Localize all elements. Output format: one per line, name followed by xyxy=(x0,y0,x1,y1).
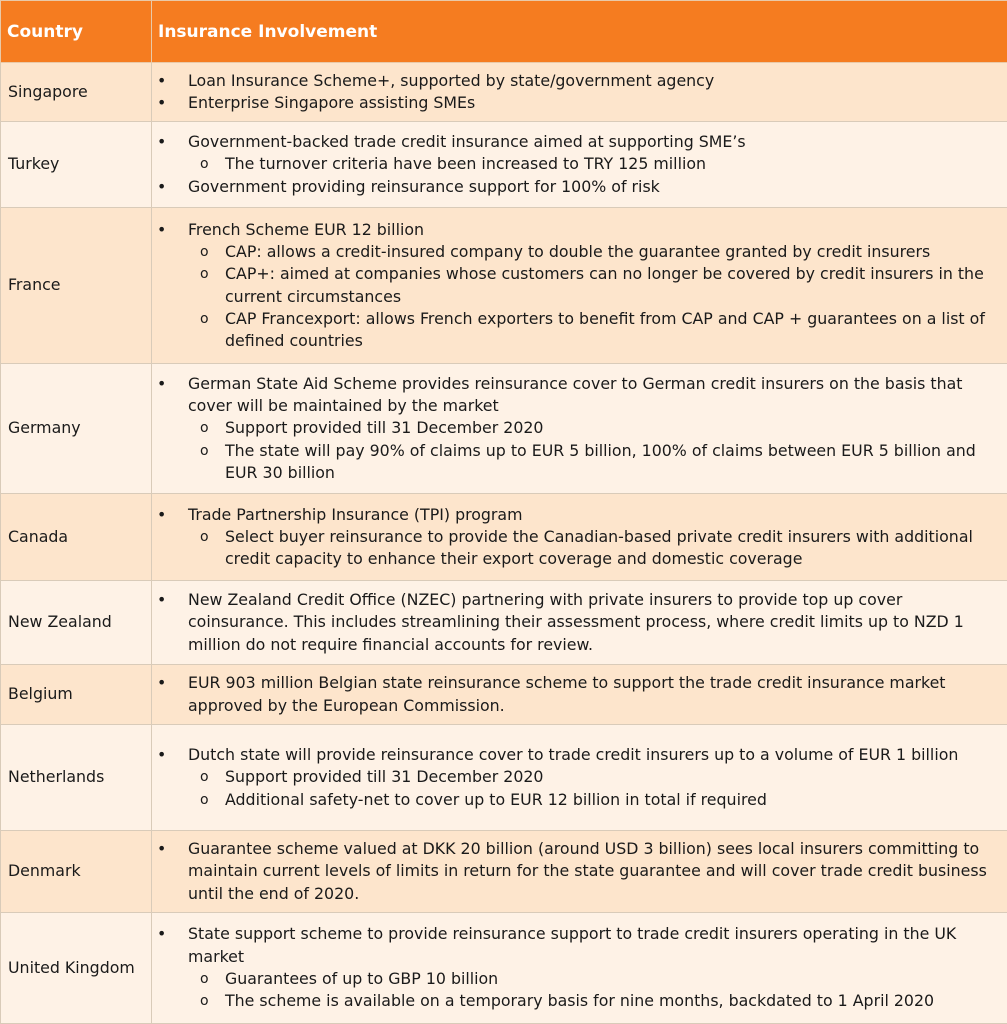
bullet-list xyxy=(152,589,1003,656)
sub-bullet-item: o CAP: allows a credit-insured company to double the guarantee granted by credit insurers xyxy=(225,241,1003,263)
country-cell: United Kingdom xyxy=(1,913,152,1024)
involvement-cell xyxy=(152,725,1007,831)
bullet-text: German State Aid Scheme provides reinsurance cover to German credit insurers on the basis that cover will be maintained by the market xyxy=(188,373,963,416)
country-cell: Denmark xyxy=(1,831,152,913)
bullet-text: EUR 903 million Belgian state reinsurance scheme to support the trade credit insurance market approved by the European Commission. xyxy=(188,673,946,715)
header-country: Country xyxy=(1,1,152,63)
bullet-item xyxy=(188,131,1003,176)
bullet-item xyxy=(188,219,1003,353)
sub-bullet-item: o The scheme is available on a temporary basis for nine months, backdated to 1 April 2020 xyxy=(225,990,1003,1012)
bullet-list xyxy=(152,131,1003,198)
bullet-item xyxy=(188,373,1003,484)
involvement-cell xyxy=(152,122,1007,208)
country-cell: Belgium xyxy=(1,665,152,725)
country-cell: Singapore xyxy=(1,63,152,122)
bullet-text: Government-backed trade credit insurance aimed at supporting SME’s xyxy=(188,132,746,152)
header-involvement: Insurance Involvement xyxy=(152,1,1007,63)
bullet-text: Loan Insurance Scheme+, supported by state/government agency xyxy=(188,70,715,90)
table-body xyxy=(1,63,1007,1024)
involvement-cell xyxy=(152,494,1007,581)
involvement-cell xyxy=(152,208,1007,364)
involvement-cell xyxy=(152,831,1007,913)
sub-bullet-item: o CAP+: aimed at companies whose customers can no longer be covered by credit insurers in the current circumstances xyxy=(225,263,1003,308)
country-cell: Turkey xyxy=(1,122,152,208)
sub-bullet-item: o Additional safety-net to cover up to EUR 12 billion in total if required xyxy=(225,789,1003,811)
sub-bullet-item: o Support provided till 31 December 2020 xyxy=(225,766,1003,788)
bullet-text: Guarantee scheme valued at DKK 20 billion (around USD 3 billion) sees local insurers committing to maintain current levels of limits in return for the state guarantee and will cover trade credit business until the end of 2020. xyxy=(188,839,987,903)
bullet-list xyxy=(152,219,1003,353)
sub-bullet-item: o The turnover criteria have been increased to TRY 125 million xyxy=(225,153,1003,175)
sub-bullet-list xyxy=(188,766,1003,811)
involvement-cell xyxy=(152,581,1007,665)
bullet-item xyxy=(188,923,1003,1012)
bullet-text: Dutch state will provide reinsurance cover to trade credit insurers up to a volume of EUR 1 billion xyxy=(188,745,959,765)
sub-bullet-item: o The state will pay 90% of claims up to EUR 5 billion, 100% of claims between EUR 5 billion and EUR 30 billion xyxy=(225,440,1003,485)
country-cell: New Zealand xyxy=(1,581,152,665)
bullet-list xyxy=(152,504,1003,571)
sub-bullet-item: o Support provided till 31 December 2020 xyxy=(225,417,1003,439)
table-row xyxy=(1,665,1007,725)
table-row xyxy=(1,725,1007,831)
bullet-list xyxy=(152,70,1003,115)
table-row xyxy=(1,364,1007,494)
country-cell: Netherlands xyxy=(1,725,152,831)
bullet-text: Trade Partnership Insurance (TPI) program xyxy=(188,504,523,524)
bullet-list xyxy=(152,373,1003,484)
sub-bullet-list xyxy=(188,417,1003,484)
sub-bullet-item: o Guarantees of up to GBP 10 billion xyxy=(225,968,1003,990)
country-cell: Germany xyxy=(1,364,152,494)
country-cell: Canada xyxy=(1,494,152,581)
header-row xyxy=(1,1,1007,63)
involvement-cell xyxy=(152,364,1007,494)
bullet-item xyxy=(188,589,1003,656)
table-row xyxy=(1,494,1007,581)
bullet-text: French Scheme EUR 12 billion xyxy=(188,219,425,239)
table-row xyxy=(1,581,1007,665)
country-cell: France xyxy=(1,208,152,364)
table-row xyxy=(1,831,1007,913)
bullet-list xyxy=(152,744,1003,811)
sub-bullet-list xyxy=(188,241,1003,352)
bullet-item xyxy=(188,838,1003,905)
bullet-item xyxy=(188,92,1003,114)
sub-bullet-item: o CAP Francexport: allows French exporters to benefit from CAP and CAP + guarantees on a list of defined countries xyxy=(225,308,1003,353)
involvement-cell xyxy=(152,913,1007,1024)
bullet-text: Government providing reinsurance support for 100% of risk xyxy=(188,176,660,196)
sub-bullet-list xyxy=(188,968,1003,1013)
table-row xyxy=(1,122,1007,208)
involvement-cell xyxy=(152,63,1007,122)
bullet-text: Enterprise Singapore assisting SMEs xyxy=(188,93,476,112)
sub-bullet-item: o Select buyer reinsurance to provide the Canadian-based private credit insurers with additional credit capacity to enhance their export coverage and domestic coverage xyxy=(225,526,1003,571)
table-row xyxy=(1,63,1007,122)
bullet-text: New Zealand Credit Office (NZEC) partnering with private insurers to provide top up cover coinsurance. This includes streamlining their assessment process, where credit limits up to NZD 1 million do not require financial accounts for review. xyxy=(188,590,964,654)
involvement-cell xyxy=(152,665,1007,725)
bullet-item xyxy=(188,504,1003,571)
bullet-item xyxy=(188,70,1003,92)
bullet-list xyxy=(152,838,1003,905)
table-row xyxy=(1,913,1007,1024)
bullet-list xyxy=(152,923,1003,1012)
bullet-item xyxy=(188,176,1003,198)
sub-bullet-list xyxy=(188,526,1003,571)
bullet-text: State support scheme to provide reinsurance support to trade credit insurers operating in the UK market xyxy=(188,924,957,966)
bullet-list xyxy=(152,672,1003,717)
table-row xyxy=(1,208,1007,364)
bullet-item xyxy=(188,672,1003,717)
bullet-item xyxy=(188,744,1003,811)
sub-bullet-list xyxy=(188,153,1003,175)
